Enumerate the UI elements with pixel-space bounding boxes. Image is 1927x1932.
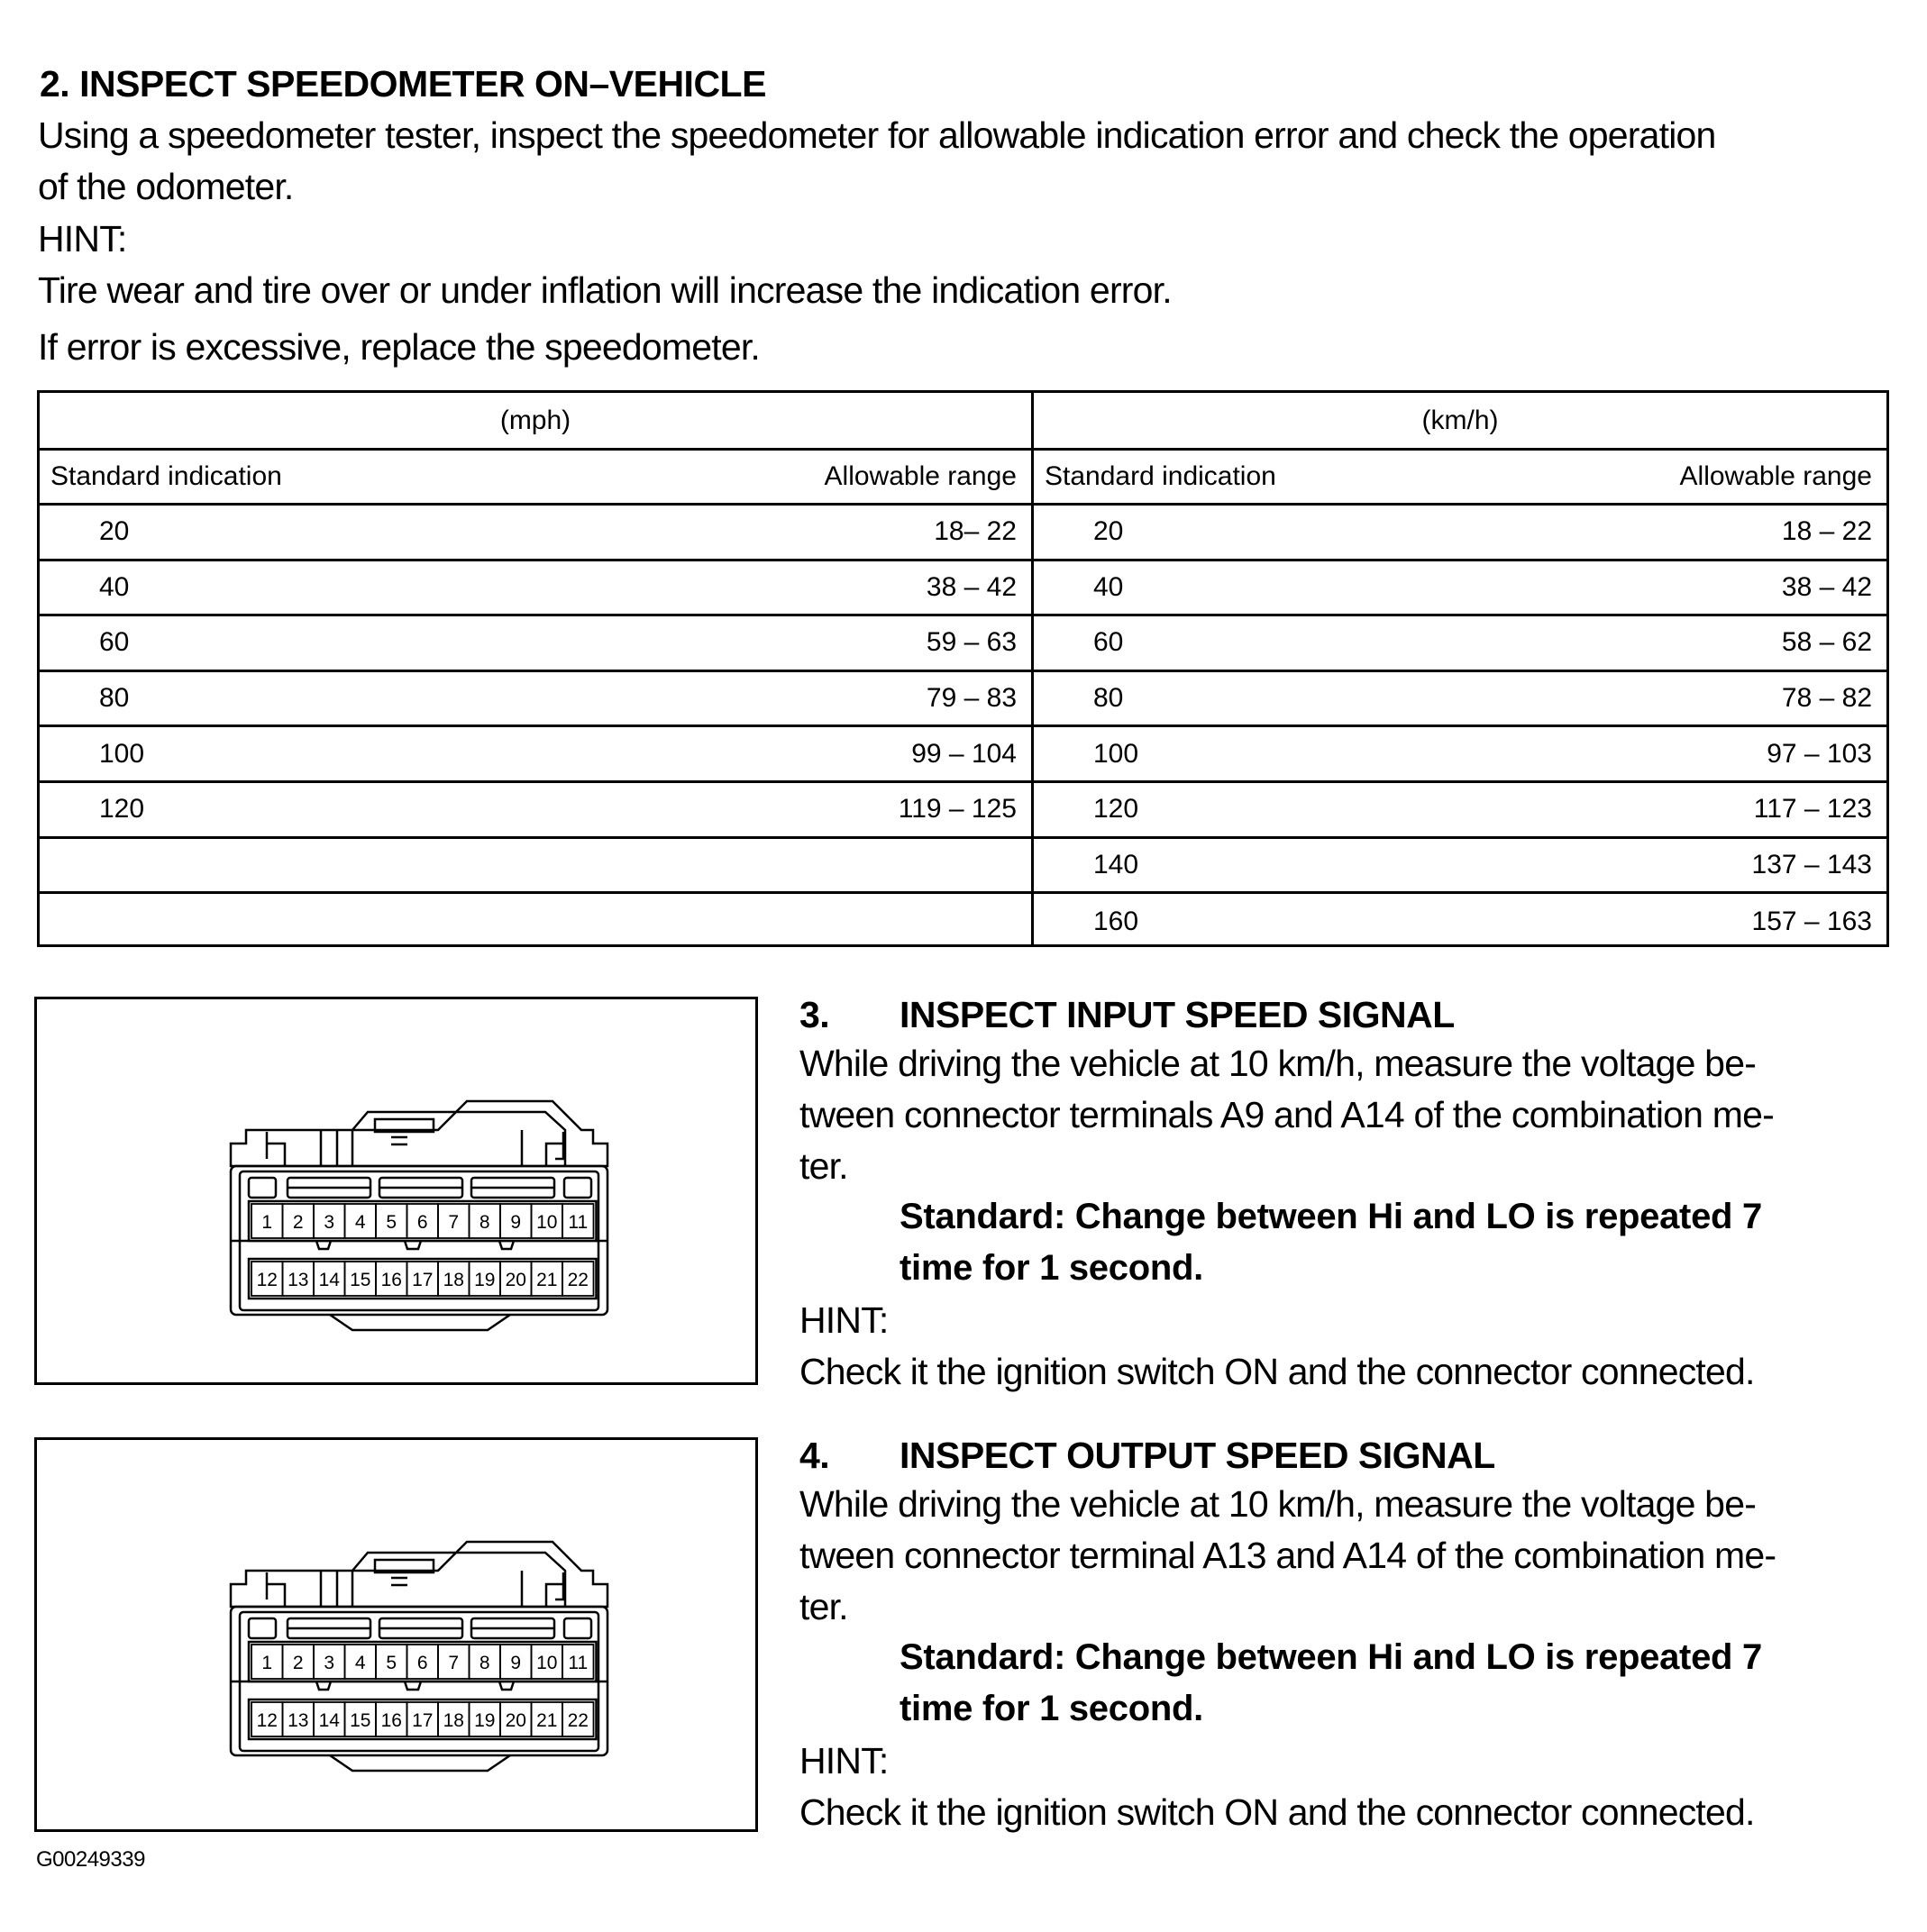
mph-data-row <box>40 616 1031 672</box>
connector-pin-label: 6 <box>416 1653 428 1673</box>
connector-pin-label: 19 <box>474 1710 496 1731</box>
section-4-title: INSPECT OUTPUT SPEED SIGNAL <box>900 1435 1495 1476</box>
section-4-hint-text: Check it the ignition switch ON and the connector connected. <box>799 1791 1755 1833</box>
section-2-note: If error is excessive, replace the speedometer. <box>38 326 761 368</box>
kmh-range-value: 78 – 82 <box>1781 683 1872 714</box>
connector-illustration <box>37 1440 755 1829</box>
mph-range-value: 99 – 104 <box>911 738 1017 769</box>
connector-pin-label: 5 <box>386 1212 397 1233</box>
connector-pin-label: 10 <box>536 1653 558 1673</box>
kmh-standard-value: 120 <box>1093 794 1139 825</box>
kmh-data-row <box>1034 506 1886 561</box>
connector-pin-label: 3 <box>324 1212 335 1233</box>
connector-pin-label: 16 <box>380 1270 402 1290</box>
speedometer-spec-table <box>37 390 1889 947</box>
connector-pin-label: 4 <box>354 1212 366 1233</box>
connector-pin-label: 7 <box>448 1212 460 1233</box>
mph-col-standard: Standard indication <box>50 461 282 491</box>
section-4-line-3: ter. <box>799 1586 848 1627</box>
connector-pin-label: 3 <box>324 1653 335 1673</box>
mph-data-row <box>40 894 1031 950</box>
section-4-hint-label: HINT: <box>799 1740 889 1782</box>
kmh-range-value: 58 – 62 <box>1781 627 1872 658</box>
kmh-range-value: 137 – 143 <box>1751 849 1872 879</box>
connector-pin-label: 9 <box>510 1653 522 1673</box>
connector-pin-label: 22 <box>567 1270 589 1290</box>
section-4-standard-2: time for 1 second. <box>900 1689 1203 1728</box>
kmh-standard-value: 40 <box>1093 571 1124 602</box>
mph-standard-value: 100 <box>99 738 145 769</box>
connector-pin-label: 15 <box>350 1710 371 1731</box>
kmh-unit-label: (km/h) <box>1421 405 1499 435</box>
kmh-standard-value: 20 <box>1093 516 1124 547</box>
connector-pin-label: 13 <box>288 1270 309 1290</box>
mph-col-range: Allowable range <box>824 461 1017 491</box>
mph-standard-value: 80 <box>99 683 130 714</box>
connector-pin-label: 16 <box>380 1710 402 1731</box>
connector-pin-label: 8 <box>479 1212 490 1233</box>
connector-pin-label: 6 <box>416 1212 428 1233</box>
mph-data-row <box>40 561 1031 617</box>
kmh-data-row <box>1034 561 1886 617</box>
mph-unit-row <box>40 393 1031 451</box>
section-4-line-2: tween connector terminal A13 and A14 of the combination me- <box>799 1535 1776 1576</box>
kmh-standard-value: 100 <box>1093 738 1139 769</box>
kmh-range-value: 38 – 42 <box>1781 571 1872 602</box>
kmh-col-standard: Standard indication <box>1045 461 1276 491</box>
connector-pin-label: 13 <box>288 1710 309 1731</box>
kmh-range-value: 18 – 22 <box>1781 516 1872 547</box>
connector-pin-label: 7 <box>448 1653 460 1673</box>
kmh-standard-value: 60 <box>1093 627 1124 658</box>
section-2-hint-label: HINT: <box>38 218 127 260</box>
kmh-range-value: 157 – 163 <box>1751 906 1872 936</box>
connector-pin-label: 10 <box>536 1212 558 1233</box>
mph-data-row <box>40 783 1031 839</box>
connector-pin-label: 9 <box>510 1212 522 1233</box>
kmh-header-row <box>1034 451 1886 506</box>
mph-range-value: 119 – 125 <box>898 794 1017 825</box>
section-3-hint-label: HINT: <box>799 1299 889 1341</box>
section-3-line-3: ter. <box>799 1145 848 1187</box>
mph-table <box>40 393 1034 944</box>
section-3-title: INSPECT INPUT SPEED SIGNAL <box>900 994 1455 1035</box>
kmh-data-row <box>1034 783 1886 839</box>
kmh-standard-value: 140 <box>1093 849 1139 879</box>
kmh-range-value: 117 – 123 <box>1753 794 1872 825</box>
connector-illustration <box>37 999 755 1382</box>
connector-pin-label: 11 <box>568 1653 589 1673</box>
connector-diagram-input <box>34 997 758 1385</box>
mph-range-value: 79 – 83 <box>926 683 1017 714</box>
mph-range-value: 59 – 63 <box>926 627 1017 658</box>
section-4-number: 4. <box>799 1435 830 1476</box>
mph-data-row <box>40 506 1031 561</box>
mph-range-value: 18– 22 <box>934 516 1017 547</box>
connector-pin-label: 20 <box>505 1710 526 1731</box>
mph-header-row <box>40 451 1031 506</box>
section-2-line-2: of the odometer. <box>38 166 294 207</box>
section-3-line-1: While driving the vehicle at 10 km/h, measure the voltage be- <box>799 1043 1757 1084</box>
connector-pin-label: 4 <box>354 1653 366 1673</box>
connector-pin-label: 14 <box>318 1270 340 1290</box>
mph-standard-value: 20 <box>99 516 130 547</box>
mph-standard-value: 120 <box>99 794 145 825</box>
section-3-line-2: tween connector terminals A9 and A14 of the combination me- <box>799 1094 1774 1135</box>
kmh-data-row <box>1034 672 1886 728</box>
connector-pin-label: 1 <box>261 1653 273 1673</box>
kmh-standard-value: 80 <box>1093 683 1124 714</box>
kmh-data-row <box>1034 839 1886 895</box>
connector-diagram-output <box>34 1437 758 1832</box>
mph-standard-value: 60 <box>99 627 130 658</box>
connector-pin-label: 12 <box>256 1270 278 1290</box>
connector-pin-label: 18 <box>443 1710 464 1731</box>
section-3-hint-text: Check it the ignition switch ON and the connector connected. <box>799 1351 1755 1392</box>
connector-pin-label: 8 <box>479 1653 490 1673</box>
kmh-range-value: 97 – 103 <box>1767 738 1872 769</box>
section-3-standard-2: time for 1 second. <box>900 1248 1203 1288</box>
connector-pin-label: 1 <box>261 1212 273 1233</box>
section-4-standard-1: Standard: Change between Hi and LO is repeated 7 <box>900 1637 1762 1677</box>
kmh-data-row <box>1034 727 1886 783</box>
connector-body <box>231 1101 607 1330</box>
section-4-line-1: While driving the vehicle at 10 km/h, measure the voltage be- <box>799 1483 1757 1525</box>
kmh-data-row <box>1034 894 1886 950</box>
connector-pin-label: 15 <box>350 1270 371 1290</box>
connector-pin-label: 2 <box>292 1653 304 1673</box>
mph-standard-value: 40 <box>99 571 130 602</box>
kmh-table <box>1034 393 1886 944</box>
connector-pin-label: 17 <box>412 1270 434 1290</box>
mph-unit-label: (mph) <box>499 405 571 435</box>
connector-pin-label: 22 <box>567 1710 589 1731</box>
kmh-data-row <box>1034 616 1886 672</box>
kmh-standard-value: 160 <box>1093 906 1139 936</box>
connector-body <box>231 1542 607 1771</box>
kmh-col-range: Allowable range <box>1679 461 1872 491</box>
mph-data-row <box>40 727 1031 783</box>
connector-pin-label: 2 <box>292 1212 304 1233</box>
connector-pin-label: 17 <box>412 1710 434 1731</box>
connector-pin-label: 5 <box>386 1653 397 1673</box>
section-2-title: 2. INSPECT SPEEDOMETER ON–VEHICLE <box>40 63 766 105</box>
mph-data-row <box>40 839 1031 895</box>
kmh-unit-row <box>1034 393 1886 451</box>
connector-pin-label: 11 <box>568 1212 589 1233</box>
connector-pin-label: 14 <box>318 1710 340 1731</box>
connector-pin-label: 19 <box>474 1270 496 1290</box>
connector-pin-label: 12 <box>256 1710 278 1731</box>
section-3-number: 3. <box>799 994 830 1035</box>
connector-pin-label: 18 <box>443 1270 464 1290</box>
connector-pin-label: 21 <box>536 1710 558 1731</box>
mph-data-row <box>40 672 1031 728</box>
connector-pin-label: 21 <box>536 1270 558 1290</box>
mph-range-value: 38 – 42 <box>926 571 1017 602</box>
section-3-standard-1: Standard: Change between Hi and LO is repeated 7 <box>900 1197 1762 1236</box>
section-2-line-1: Using a speedometer tester, inspect the speedometer for allowable indication error and check the operation <box>38 114 1716 156</box>
connector-pin-label: 20 <box>505 1270 526 1290</box>
figure-id: G00249339 <box>36 1847 145 1872</box>
section-2-hint-text: Tire wear and tire over or under inflation will increase the indication error. <box>38 269 1172 311</box>
